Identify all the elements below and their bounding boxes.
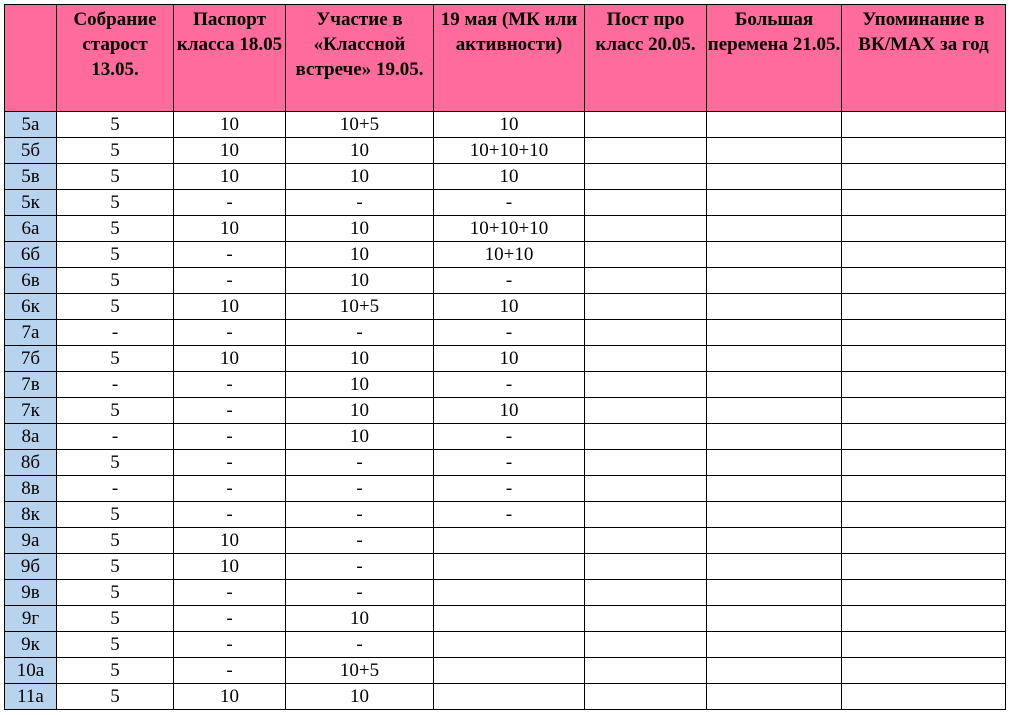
score-cell: 5 bbox=[57, 528, 174, 554]
column-header: Паспорт класса 18.05 bbox=[174, 5, 286, 112]
table-row bbox=[5, 268, 1006, 294]
score-cell: - bbox=[57, 424, 174, 450]
score-cell bbox=[707, 424, 842, 450]
score-cell bbox=[842, 216, 1006, 242]
score-cell: - bbox=[174, 268, 286, 294]
score-cell bbox=[842, 684, 1006, 710]
table-row bbox=[5, 528, 1006, 554]
score-cell: - bbox=[286, 632, 434, 658]
score-cell bbox=[585, 138, 707, 164]
score-cell bbox=[707, 112, 842, 138]
class-name-cell: 5к bbox=[5, 190, 57, 216]
class-name-cell: 8к bbox=[5, 502, 57, 528]
score-cell: - bbox=[57, 476, 174, 502]
score-cell: 5 bbox=[57, 502, 174, 528]
table-row bbox=[5, 372, 1006, 398]
score-cell bbox=[842, 190, 1006, 216]
score-cell bbox=[585, 684, 707, 710]
score-cell bbox=[842, 528, 1006, 554]
score-cell: 10 bbox=[286, 372, 434, 398]
table-row bbox=[5, 450, 1006, 476]
score-cell: 10 bbox=[286, 138, 434, 164]
score-cell bbox=[707, 684, 842, 710]
score-cell bbox=[707, 164, 842, 190]
score-cell bbox=[585, 502, 707, 528]
score-cell bbox=[707, 450, 842, 476]
class-name-cell: 6а bbox=[5, 216, 57, 242]
score-cell: 5 bbox=[57, 684, 174, 710]
score-cell: 5 bbox=[57, 658, 174, 684]
score-cell bbox=[585, 242, 707, 268]
score-cell bbox=[585, 554, 707, 580]
score-cell bbox=[585, 528, 707, 554]
score-cell bbox=[842, 268, 1006, 294]
score-cell: 10 bbox=[286, 398, 434, 424]
score-cell: - bbox=[174, 190, 286, 216]
class-name-cell: 5в bbox=[5, 164, 57, 190]
table-row bbox=[5, 216, 1006, 242]
score-cell bbox=[434, 658, 585, 684]
score-cell bbox=[434, 606, 585, 632]
score-cell bbox=[842, 476, 1006, 502]
score-cell: 5 bbox=[57, 398, 174, 424]
score-cell: 5 bbox=[57, 138, 174, 164]
score-cell: - bbox=[174, 476, 286, 502]
score-cell: - bbox=[174, 606, 286, 632]
score-cell bbox=[842, 502, 1006, 528]
class-name-cell: 6в bbox=[5, 268, 57, 294]
score-cell: 10 bbox=[286, 216, 434, 242]
class-name-cell: 9а bbox=[5, 528, 57, 554]
score-cell bbox=[707, 138, 842, 164]
score-cell bbox=[842, 658, 1006, 684]
class-name-cell: 8в bbox=[5, 476, 57, 502]
score-cell bbox=[842, 606, 1006, 632]
score-cell bbox=[707, 658, 842, 684]
score-cell bbox=[585, 398, 707, 424]
score-cell: - bbox=[434, 476, 585, 502]
score-cell: 5 bbox=[57, 112, 174, 138]
table-row bbox=[5, 554, 1006, 580]
score-cell: 10+10+10 bbox=[434, 138, 585, 164]
score-cell bbox=[585, 372, 707, 398]
score-cell: 5 bbox=[57, 242, 174, 268]
score-cell bbox=[585, 320, 707, 346]
header-corner-cell bbox=[5, 5, 57, 112]
class-name-cell: 8б bbox=[5, 450, 57, 476]
table-row bbox=[5, 658, 1006, 684]
class-name-cell: 7б bbox=[5, 346, 57, 372]
class-name-cell: 5а bbox=[5, 112, 57, 138]
class-name-cell: 7к bbox=[5, 398, 57, 424]
table-row bbox=[5, 476, 1006, 502]
score-cell: 10 bbox=[286, 242, 434, 268]
score-cell: 5 bbox=[57, 450, 174, 476]
score-cell bbox=[842, 242, 1006, 268]
score-cell: - bbox=[174, 632, 286, 658]
score-cell bbox=[585, 580, 707, 606]
score-cell: - bbox=[434, 424, 585, 450]
column-header: Участие в «Классной встрече» 19.05. bbox=[286, 5, 434, 112]
score-cell bbox=[707, 320, 842, 346]
score-cell bbox=[842, 632, 1006, 658]
column-header: 19 мая (МК или активности) bbox=[434, 5, 585, 112]
score-cell bbox=[434, 684, 585, 710]
score-cell: - bbox=[434, 372, 585, 398]
table-row bbox=[5, 294, 1006, 320]
table-row bbox=[5, 632, 1006, 658]
score-cell bbox=[707, 632, 842, 658]
score-cell: - bbox=[174, 242, 286, 268]
score-cell bbox=[842, 112, 1006, 138]
score-cell: - bbox=[57, 372, 174, 398]
score-cell bbox=[707, 268, 842, 294]
score-cell: - bbox=[174, 580, 286, 606]
score-cell: - bbox=[286, 320, 434, 346]
score-cell: 10 bbox=[286, 268, 434, 294]
score-cell: 10 bbox=[286, 164, 434, 190]
score-cell: 5 bbox=[57, 190, 174, 216]
class-points-table bbox=[4, 4, 1006, 710]
score-cell: 10 bbox=[174, 684, 286, 710]
score-cell: 5 bbox=[57, 632, 174, 658]
score-cell bbox=[707, 216, 842, 242]
class-name-cell: 10а bbox=[5, 658, 57, 684]
score-cell: 5 bbox=[57, 268, 174, 294]
score-cell: 10 bbox=[434, 294, 585, 320]
score-cell bbox=[707, 502, 842, 528]
score-cell bbox=[707, 528, 842, 554]
score-cell: 10 bbox=[174, 346, 286, 372]
score-cell: 5 bbox=[57, 554, 174, 580]
score-cell: 10 bbox=[174, 294, 286, 320]
score-cell: 10 bbox=[174, 112, 286, 138]
score-cell: 10 bbox=[286, 424, 434, 450]
score-cell: - bbox=[174, 658, 286, 684]
score-cell bbox=[707, 554, 842, 580]
score-cell: - bbox=[174, 398, 286, 424]
score-cell: 10 bbox=[434, 398, 585, 424]
table-row bbox=[5, 320, 1006, 346]
score-cell bbox=[842, 164, 1006, 190]
score-cell bbox=[585, 164, 707, 190]
score-cell bbox=[707, 372, 842, 398]
score-cell bbox=[585, 190, 707, 216]
table-row bbox=[5, 242, 1006, 268]
score-cell bbox=[842, 580, 1006, 606]
score-cell: - bbox=[286, 554, 434, 580]
table-row bbox=[5, 580, 1006, 606]
class-name-cell: 6б bbox=[5, 242, 57, 268]
score-cell: 5 bbox=[57, 164, 174, 190]
table-row bbox=[5, 398, 1006, 424]
class-name-cell: 7а bbox=[5, 320, 57, 346]
score-cell bbox=[585, 424, 707, 450]
score-cell: 10 bbox=[286, 346, 434, 372]
score-cell: - bbox=[434, 268, 585, 294]
table-row bbox=[5, 346, 1006, 372]
score-cell: - bbox=[286, 502, 434, 528]
table-row bbox=[5, 138, 1006, 164]
score-cell: 5 bbox=[57, 606, 174, 632]
score-cell bbox=[585, 216, 707, 242]
score-cell: - bbox=[434, 502, 585, 528]
score-cell: 10+5 bbox=[286, 294, 434, 320]
class-name-cell: 6к bbox=[5, 294, 57, 320]
score-cell bbox=[434, 632, 585, 658]
score-cell bbox=[842, 138, 1006, 164]
score-cell: 10 bbox=[174, 164, 286, 190]
score-cell bbox=[434, 528, 585, 554]
score-cell bbox=[842, 346, 1006, 372]
score-cell bbox=[842, 294, 1006, 320]
score-cell: - bbox=[174, 424, 286, 450]
score-cell: 10 bbox=[286, 684, 434, 710]
score-cell: - bbox=[286, 190, 434, 216]
score-cell: - bbox=[286, 450, 434, 476]
score-cell bbox=[585, 294, 707, 320]
score-cell bbox=[707, 294, 842, 320]
score-cell bbox=[707, 476, 842, 502]
table-row bbox=[5, 684, 1006, 710]
score-cell bbox=[585, 606, 707, 632]
column-header: Собрание старост 13.05. bbox=[57, 5, 174, 112]
score-cell bbox=[842, 398, 1006, 424]
table-body bbox=[5, 112, 1006, 710]
column-header: Большая перемена 21.05. bbox=[707, 5, 842, 112]
score-cell: 10 bbox=[434, 112, 585, 138]
score-cell: 5 bbox=[57, 216, 174, 242]
score-cell: 10 bbox=[434, 346, 585, 372]
score-cell: 10 bbox=[174, 554, 286, 580]
score-cell: 10 bbox=[434, 164, 585, 190]
score-cell: - bbox=[286, 528, 434, 554]
score-cell: - bbox=[434, 190, 585, 216]
score-cell bbox=[585, 632, 707, 658]
score-cell: - bbox=[174, 502, 286, 528]
table-row bbox=[5, 190, 1006, 216]
score-cell bbox=[585, 346, 707, 372]
score-cell: 10 bbox=[174, 138, 286, 164]
class-name-cell: 9к bbox=[5, 632, 57, 658]
score-cell: 10 bbox=[286, 606, 434, 632]
score-cell: - bbox=[174, 320, 286, 346]
table-row bbox=[5, 164, 1006, 190]
score-cell: 10+10 bbox=[434, 242, 585, 268]
score-cell bbox=[842, 554, 1006, 580]
table-row bbox=[5, 606, 1006, 632]
score-cell bbox=[842, 424, 1006, 450]
table-row bbox=[5, 112, 1006, 138]
score-cell bbox=[585, 112, 707, 138]
table-header bbox=[5, 5, 1006, 112]
score-cell bbox=[842, 320, 1006, 346]
class-name-cell: 11а bbox=[5, 684, 57, 710]
class-name-cell: 9б bbox=[5, 554, 57, 580]
table-row bbox=[5, 502, 1006, 528]
class-name-cell: 5б bbox=[5, 138, 57, 164]
score-cell: 10+10+10 bbox=[434, 216, 585, 242]
class-name-cell: 7в bbox=[5, 372, 57, 398]
score-cell: 5 bbox=[57, 580, 174, 606]
score-cell bbox=[707, 398, 842, 424]
score-cell bbox=[707, 242, 842, 268]
score-cell: - bbox=[434, 450, 585, 476]
score-cell bbox=[707, 346, 842, 372]
score-cell bbox=[434, 554, 585, 580]
column-header: Упоминание в ВК/MAX за год bbox=[842, 5, 1006, 112]
class-name-cell: 9в bbox=[5, 580, 57, 606]
score-cell: 10+5 bbox=[286, 658, 434, 684]
score-cell: - bbox=[286, 580, 434, 606]
score-cell bbox=[842, 450, 1006, 476]
score-cell bbox=[585, 658, 707, 684]
score-cell bbox=[707, 606, 842, 632]
score-cell: 10+5 bbox=[286, 112, 434, 138]
score-cell: - bbox=[434, 320, 585, 346]
score-cell: 5 bbox=[57, 346, 174, 372]
score-cell bbox=[585, 268, 707, 294]
score-cell: 10 bbox=[174, 528, 286, 554]
column-header: Пост про класс 20.05. bbox=[585, 5, 707, 112]
score-cell: 5 bbox=[57, 294, 174, 320]
table-row bbox=[5, 424, 1006, 450]
header-row bbox=[5, 5, 1006, 112]
score-cell bbox=[707, 190, 842, 216]
class-name-cell: 9г bbox=[5, 606, 57, 632]
score-cell: - bbox=[57, 320, 174, 346]
score-cell bbox=[842, 372, 1006, 398]
score-cell bbox=[585, 476, 707, 502]
score-cell: - bbox=[174, 450, 286, 476]
score-cell: 10 bbox=[174, 216, 286, 242]
score-cell bbox=[707, 580, 842, 606]
score-cell bbox=[585, 450, 707, 476]
score-cell bbox=[434, 580, 585, 606]
score-cell: - bbox=[174, 372, 286, 398]
score-cell: - bbox=[286, 476, 434, 502]
class-name-cell: 8а bbox=[5, 424, 57, 450]
